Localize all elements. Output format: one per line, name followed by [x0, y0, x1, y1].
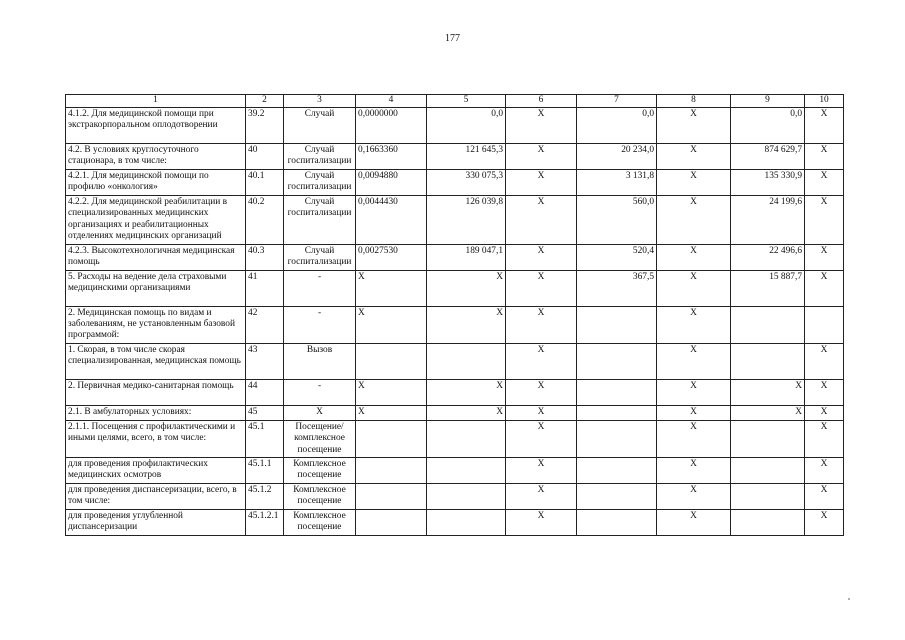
table-cell: 3 131,8 — [577, 170, 657, 196]
table-cell — [577, 484, 657, 510]
table-cell: X — [805, 484, 844, 510]
table-cell: 0,0 — [731, 108, 805, 144]
table-cell: 40.2 — [246, 196, 284, 245]
table-row — [66, 244, 844, 270]
row-label-cell: 4.1.2. Для медицинской помощи при экстракорпоральном оплодотворении — [66, 108, 246, 144]
table-cell: 42 — [246, 306, 284, 343]
table-cell: X — [506, 306, 577, 343]
row-label-cell: для проведения углубленной диспансеризации — [66, 510, 246, 536]
table-row — [66, 458, 844, 484]
table-cell: X — [805, 420, 844, 457]
column-header: 7 — [577, 95, 657, 108]
table-cell: X — [506, 144, 577, 170]
row-label-cell: 4.2.1. Для медицинской помощи по профилю «онкология» — [66, 170, 246, 196]
table-cell: 189 047,1 — [427, 244, 506, 270]
table-cell: X — [284, 405, 356, 420]
table-cell: 0,0000000 — [356, 108, 427, 144]
row-label-cell: 2. Первичная медико-санитарная помощь — [66, 379, 246, 405]
table-cell — [356, 458, 427, 484]
row-label-cell: 2. Медицинская помощь по видам и заболеваниям, не установленным базовой программой: — [66, 306, 246, 343]
table-cell: Комплексное посещение — [284, 458, 356, 484]
table-row — [66, 379, 844, 405]
table-cell: 0,0 — [427, 108, 506, 144]
column-header: 2 — [246, 95, 284, 108]
column-header: 6 — [506, 95, 577, 108]
table-row — [66, 170, 844, 196]
table-cell: - — [284, 306, 356, 343]
table-cell — [731, 306, 805, 343]
table-cell: X — [506, 405, 577, 420]
table-cell — [356, 484, 427, 510]
table-cell: X — [657, 343, 731, 379]
table-cell — [427, 420, 506, 457]
table-cell: 44 — [246, 379, 284, 405]
table-cell: 121 645,3 — [427, 144, 506, 170]
table-cell: - — [284, 270, 356, 306]
table-cell: X — [657, 458, 731, 484]
table-cell — [577, 379, 657, 405]
table-cell: X — [657, 306, 731, 343]
table-cell — [427, 343, 506, 379]
table-row — [66, 270, 844, 306]
table-cell: Комплексное посещение — [284, 484, 356, 510]
table-cell: X — [427, 306, 506, 343]
table-cell — [731, 343, 805, 379]
table-cell: X — [805, 170, 844, 196]
table-cell: X — [805, 405, 844, 420]
table-cell: 0,0044430 — [356, 196, 427, 245]
table-cell — [731, 420, 805, 457]
table-cell: Случай госпитализации — [284, 144, 356, 170]
table-row — [66, 510, 844, 536]
table-cell: Случай — [284, 108, 356, 144]
table-cell: X — [356, 405, 427, 420]
table-cell: 45.1.2 — [246, 484, 284, 510]
table-cell: Комплексное посещение — [284, 510, 356, 536]
table-cell: 0,0 — [577, 108, 657, 144]
data-table — [65, 94, 844, 536]
table-cell — [427, 510, 506, 536]
table-cell: X — [657, 379, 731, 405]
table-cell: X — [427, 405, 506, 420]
column-header: 5 — [427, 95, 506, 108]
table-cell — [731, 458, 805, 484]
table-cell — [577, 458, 657, 484]
table-cell — [577, 510, 657, 536]
row-label-cell: 5. Расходы на ведение дела страховыми медицинскими организациями — [66, 270, 246, 306]
table-cell: X — [805, 244, 844, 270]
table-cell: X — [657, 405, 731, 420]
row-label-cell: 4.2. В условиях круглосуточного стационара, в том числе: — [66, 144, 246, 170]
table-cell: - — [284, 379, 356, 405]
column-header: 1 — [66, 95, 246, 108]
table-row — [66, 405, 844, 420]
table-cell: Посещение/ комплексное посещение — [284, 420, 356, 457]
table-cell: X — [506, 379, 577, 405]
table-cell: X — [805, 458, 844, 484]
row-label-cell: 4.2.3. Высокотехнологичная медицинская помощь — [66, 244, 246, 270]
table-row — [66, 420, 844, 457]
table-cell: X — [427, 379, 506, 405]
table-cell: Случай госпитализации — [284, 170, 356, 196]
table-cell: X — [657, 484, 731, 510]
table-cell — [427, 484, 506, 510]
table-cell: X — [506, 510, 577, 536]
table-cell: X — [506, 484, 577, 510]
table-cell: X — [657, 144, 731, 170]
column-header: 3 — [284, 95, 356, 108]
scan-mark — [848, 598, 850, 600]
table-cell: X — [356, 379, 427, 405]
table-cell: 0,0094880 — [356, 170, 427, 196]
table-cell: X — [805, 510, 844, 536]
table-cell: 24 199,6 — [731, 196, 805, 245]
table-cell: X — [506, 270, 577, 306]
table-cell: 0,0027530 — [356, 244, 427, 270]
table-cell: X — [731, 379, 805, 405]
table-cell: X — [805, 270, 844, 306]
table-cell: X — [506, 196, 577, 245]
table-cell: 560,0 — [577, 196, 657, 245]
table-cell: X — [356, 306, 427, 343]
column-header: 4 — [356, 95, 427, 108]
table-cell: 40.1 — [246, 170, 284, 196]
table-body — [66, 108, 844, 536]
table-cell — [356, 420, 427, 457]
table-cell: 520,4 — [577, 244, 657, 270]
column-header: 10 — [805, 95, 844, 108]
table-cell: 41 — [246, 270, 284, 306]
table-cell: 22 496,6 — [731, 244, 805, 270]
table-cell — [577, 343, 657, 379]
table-row — [66, 196, 844, 245]
table-cell: 367,5 — [577, 270, 657, 306]
table-cell: X — [657, 170, 731, 196]
row-label-cell: для проведения профилактических медицинских осмотров — [66, 458, 246, 484]
table-cell: X — [805, 196, 844, 245]
table-cell: Вызов — [284, 343, 356, 379]
table-cell: 43 — [246, 343, 284, 379]
table-cell: X — [731, 405, 805, 420]
row-label-cell: для проведения диспансеризации, всего, в том числе: — [66, 484, 246, 510]
row-label-cell: 1. Скорая, в том числе скорая специализированная, медицинская помощь — [66, 343, 246, 379]
table-cell: X — [506, 420, 577, 457]
table-cell: 330 075,3 — [427, 170, 506, 196]
table-cell: X — [657, 420, 731, 457]
table-cell: 20 234,0 — [577, 144, 657, 170]
table-cell: X — [805, 379, 844, 405]
table-cell — [577, 405, 657, 420]
table-cell: X — [506, 458, 577, 484]
table-cell: X — [506, 170, 577, 196]
table-cell: 15 887,7 — [731, 270, 805, 306]
table-cell: 39.2 — [246, 108, 284, 144]
table-cell: 45.1.2.1 — [246, 510, 284, 536]
table-cell — [577, 420, 657, 457]
table-cell — [731, 484, 805, 510]
table-cell: X — [427, 270, 506, 306]
table-cell: 40.3 — [246, 244, 284, 270]
column-header: 8 — [657, 95, 731, 108]
row-label-cell: 2.1.1. Посещения с профилактическими и иными целями, всего, в том числе: — [66, 420, 246, 457]
page-number: 177 — [445, 33, 460, 44]
table-row — [66, 306, 844, 343]
table-row — [66, 144, 844, 170]
table-cell: 40 — [246, 144, 284, 170]
table-cell: 0,1663360 — [356, 144, 427, 170]
table-cell — [356, 343, 427, 379]
table-cell: 126 039,8 — [427, 196, 506, 245]
table-cell: X — [657, 270, 731, 306]
table-cell — [805, 306, 844, 343]
table-cell: 45 — [246, 405, 284, 420]
table-cell — [427, 458, 506, 484]
table-cell: 135 330,9 — [731, 170, 805, 196]
table-cell — [731, 510, 805, 536]
table-cell: X — [805, 144, 844, 170]
table-cell — [356, 510, 427, 536]
table-row — [66, 343, 844, 379]
table-cell: 45.1 — [246, 420, 284, 457]
table-row — [66, 108, 844, 144]
table-cell: X — [805, 108, 844, 144]
column-header: 9 — [731, 95, 805, 108]
table-cell: X — [506, 343, 577, 379]
table-cell: X — [506, 244, 577, 270]
table-cell: Случай госпитализации — [284, 244, 356, 270]
table-cell: Случай госпитализации — [284, 196, 356, 245]
table-cell: X — [805, 343, 844, 379]
table-cell: X — [657, 196, 731, 245]
table-cell: X — [657, 108, 731, 144]
table-cell: X — [506, 108, 577, 144]
table-cell: X — [657, 244, 731, 270]
row-label-cell: 4.2.2. Для медицинской реабилитации в специализированных медицинских организациях и реабилитационных отделениях медицинских организаций — [66, 196, 246, 245]
table-header-row — [66, 95, 844, 108]
row-label-cell: 2.1. В амбулаторных условиях: — [66, 405, 246, 420]
table-cell — [577, 306, 657, 343]
table-cell: X — [356, 270, 427, 306]
table-cell: X — [657, 510, 731, 536]
table-cell: 874 629,7 — [731, 144, 805, 170]
table-cell: 45.1.1 — [246, 458, 284, 484]
table-row — [66, 484, 844, 510]
